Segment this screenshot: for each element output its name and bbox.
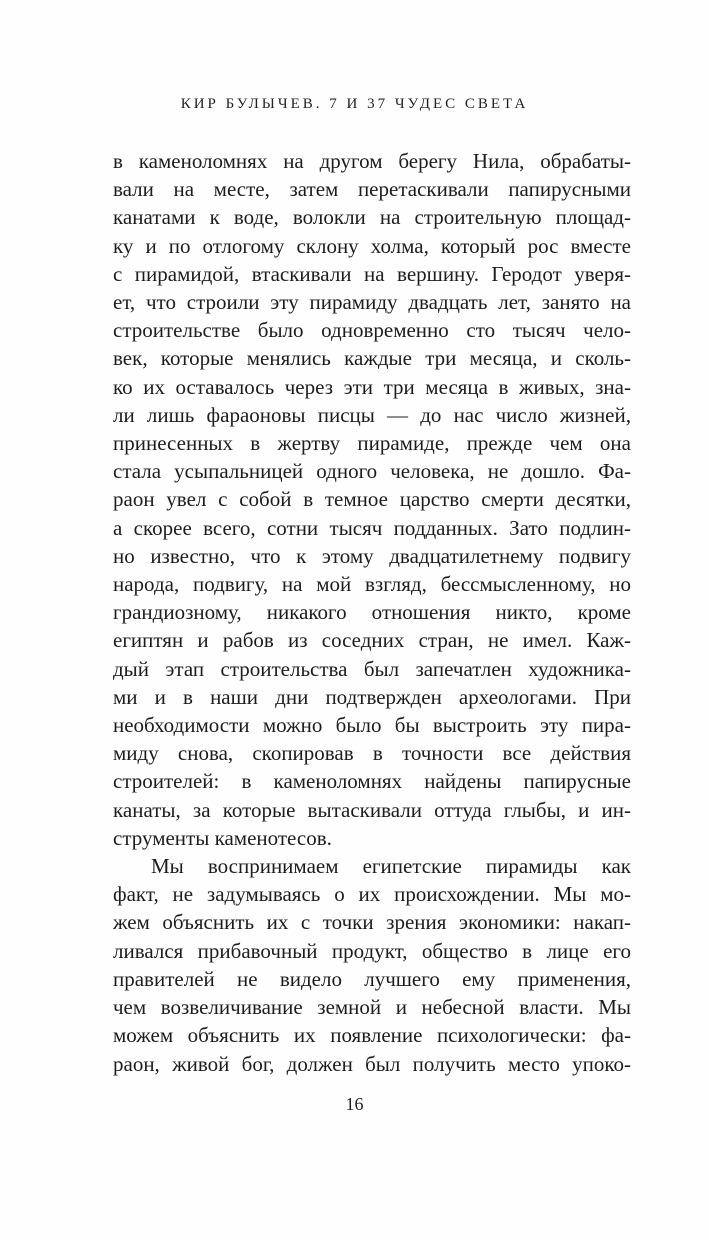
text-line: дый этап строительства был запечатлен художника- [113, 656, 631, 681]
text-line: строительстве было одновременно сто тысяч чело- [113, 318, 631, 343]
text-line: строителей: в каменоломнях найдены папирусные [113, 769, 631, 794]
running-header: КИР БУЛЫЧЕВ. 7 И 37 ЧУДЕС СВЕТА [180, 96, 529, 112]
paragraph [113, 852, 631, 1078]
text-line: ли лишь фараоновы писцы — до нас число жизней, [113, 402, 631, 427]
text-line: с пирамидой, втаскивали на вершину. Геродот уверя- [113, 261, 631, 286]
text-line: канатами к воде, волокли на строительную площад- [113, 205, 631, 230]
text-line: но известно, что к этому двадцатилетнему подвигу [113, 543, 631, 568]
text-line: принесенных в жертву пирамиде, прежде чем она [113, 431, 631, 456]
text-line: народа, подвигу, на мой взгляд, бессмысленному, но [113, 572, 631, 597]
text-line: грандиозному, никакого отношения никто, кроме [113, 600, 631, 625]
text-line: Мы воспринимаем египетские пирамиды как [151, 854, 631, 879]
text-line: ко их оставалось через эти три месяца в живых, зна- [113, 374, 631, 399]
text-line: вали на месте, затем перетаскивали папирусными [113, 177, 631, 202]
text-line: ет, что строили эту пирамиду двадцать лет, занято на [113, 290, 631, 315]
text-line: правителей не видело лучшего ему применения, [113, 966, 631, 991]
text-line: необходимости можно было бы выстроить эту пира- [113, 713, 631, 738]
text-line: ку и по отлогому склону холма, который рос вместе [113, 233, 631, 258]
text-line: ливался прибавочный продукт, общество в лице его [113, 938, 631, 963]
text-line: в каменоломнях на другом берегу Нила, обрабаты- [113, 149, 631, 173]
text-line: раон, живой бог, должен был получить место упоко- [113, 1051, 631, 1076]
text-line: а скорее всего, сотни тысяч подданных. Зато подлин- [113, 515, 631, 540]
text-line: стала усыпальницей одного человека, не дошло. Фа- [113, 459, 631, 484]
page-number: 16 [345, 1094, 364, 1114]
text-line: струменты каменотесов. [113, 825, 332, 850]
text-line: чем возвеличивание земной и небесной власти. Мы [113, 995, 631, 1020]
paragraph [113, 147, 631, 852]
text-line: раон увел с собой в темное царство смерти десятки, [113, 487, 631, 512]
page-body [113, 147, 631, 1078]
text-line: ми и в наши дни подтвержден археологами. При [113, 684, 631, 709]
text-line: век, которые менялись каждые три месяца, и сколь- [113, 346, 631, 371]
text-line: факт, не задумываясь о их происхождении. Мы мо- [113, 882, 631, 907]
text-line: жем объяснить их с точки зрения экономики: накап- [113, 910, 631, 935]
text-line: можем объяснить их появление психологически: фа- [113, 1023, 631, 1048]
text-line: египтян и рабов из соседних стран, не имел. Каж- [113, 628, 631, 653]
text-line: миду снова, скопировав в точности все действия [113, 741, 631, 766]
text-line: канаты, за которые вытаскивали оттуда глыбы, и ин- [113, 797, 631, 822]
